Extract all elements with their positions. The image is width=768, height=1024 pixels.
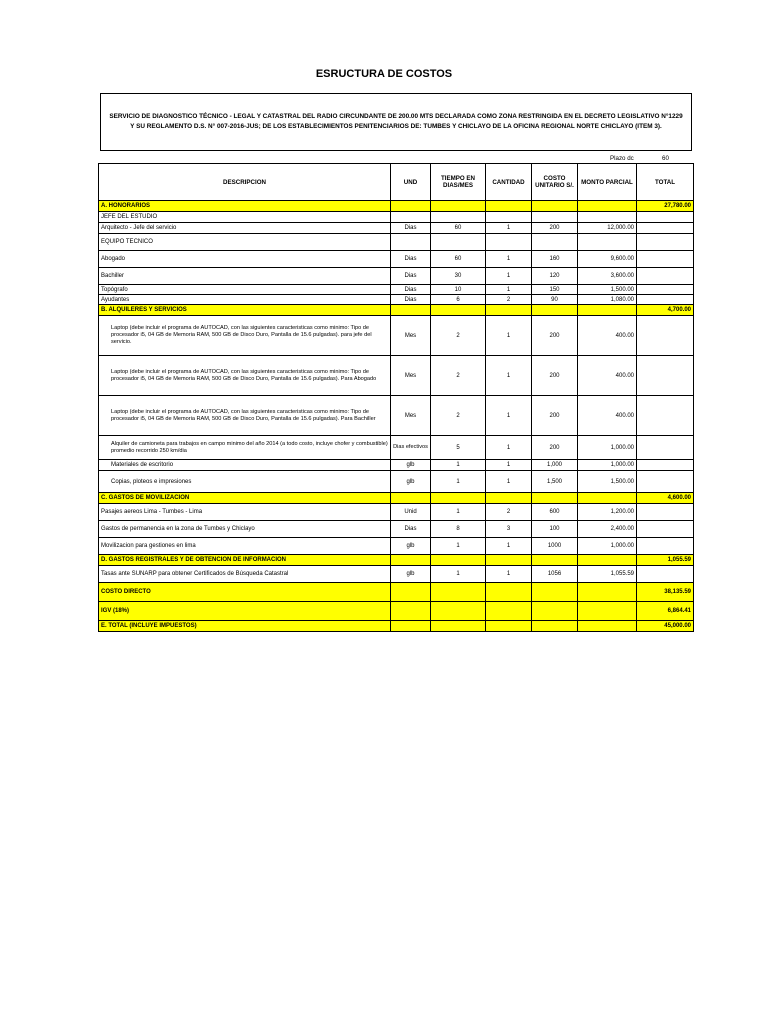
row-und: Dias xyxy=(391,521,431,538)
row-cantidad: 1 xyxy=(486,356,532,396)
row-costo: 120 xyxy=(532,268,578,285)
row-und: Mes xyxy=(391,316,431,356)
row-cantidad: 1 xyxy=(486,223,532,234)
row-costo: 600 xyxy=(532,504,578,521)
row-tiempo: 1 xyxy=(431,460,486,471)
plazo-label: Plazo dc xyxy=(610,155,634,162)
row-parcial: 12,000.00 xyxy=(578,223,637,234)
table-row xyxy=(99,436,694,460)
row-costo: 160 xyxy=(532,251,578,268)
col-header-cantidad: CANTIDAD xyxy=(486,164,532,201)
subheader-row-jefe xyxy=(99,212,694,223)
table-row xyxy=(99,396,694,436)
row-costo: 200 xyxy=(532,316,578,356)
col-header-tiempo: TIEMPO EN DIAS/MES xyxy=(431,164,486,201)
table-row xyxy=(99,538,694,555)
col-header-descripcion: DESCRIPCION xyxy=(99,164,391,201)
section-total: 45,000.00 xyxy=(637,621,694,632)
row-cantidad: 2 xyxy=(486,504,532,521)
row-desc: Pasajes aereos Lima - Tumbes - Lima xyxy=(99,504,391,521)
table-row xyxy=(99,316,694,356)
row-parcial: 1,000.00 xyxy=(578,460,637,471)
section-row-registrales xyxy=(99,555,694,566)
section-total: 4,600.00 xyxy=(637,493,694,504)
table-row xyxy=(99,504,694,521)
row-desc: Topógrafo xyxy=(99,285,391,295)
subheader-label: JEFE DEL ESTUDIO xyxy=(99,212,391,223)
row-und: glb xyxy=(391,566,431,583)
service-description-box xyxy=(100,93,692,151)
row-parcial: 400.00 xyxy=(578,396,637,436)
row-parcial: 1,000.00 xyxy=(578,538,637,555)
row-tiempo: 2 xyxy=(431,356,486,396)
row-parcial: 1,055.59 xyxy=(578,566,637,583)
row-und: glb xyxy=(391,471,431,493)
row-desc: Abogado xyxy=(99,251,391,268)
section-label: IGV (18%) xyxy=(99,602,391,621)
row-und: Mes xyxy=(391,396,431,436)
row-tiempo: 60 xyxy=(431,251,486,268)
row-cantidad: 1 xyxy=(486,566,532,583)
row-parcial: 9,600.00 xyxy=(578,251,637,268)
header-row xyxy=(99,164,694,201)
row-parcial: 2,400.00 xyxy=(578,521,637,538)
section-label: E. TOTAL (INCLUYE IMPUESTOS) xyxy=(99,621,391,632)
col-header-monto-parcial: MONTO PARCIAL xyxy=(578,164,637,201)
row-und: Dias xyxy=(391,251,431,268)
section-total: 4,700.00 xyxy=(637,305,694,316)
row-tiempo: 10 xyxy=(431,285,486,295)
row-tiempo: 1 xyxy=(431,471,486,493)
col-header-und: UND xyxy=(391,164,431,201)
row-cantidad: 1 xyxy=(486,471,532,493)
row-costo: 200 xyxy=(532,223,578,234)
table-row xyxy=(99,460,694,471)
row-desc: Copias, ploteos e impresiones xyxy=(99,471,391,493)
row-desc: Materiales de escritorio xyxy=(99,460,391,471)
row-desc: Laptop (debe incluir el programa de AUTOCAD, con las siguientes caracteristicas como minimo: Tipo de procesador i5, 04 GB de Memoria RAM, 500 GB de Disco Duro, Pantalla de 15.6 pulgadas). Para Abogado xyxy=(99,356,391,396)
row-tiempo: 5 xyxy=(431,436,486,460)
row-costo: 1,000 xyxy=(532,460,578,471)
table-row xyxy=(99,223,694,234)
col-header-total: TOTAL xyxy=(637,164,694,201)
row-costo: 100 xyxy=(532,521,578,538)
section-label: A. HONORARIOS xyxy=(99,201,391,212)
row-und: glb xyxy=(391,538,431,555)
table-row xyxy=(99,471,694,493)
table-row xyxy=(99,356,694,396)
subheader-row-equipo xyxy=(99,234,694,251)
row-parcial: 400.00 xyxy=(578,356,637,396)
section-row-costo-directo xyxy=(99,583,694,602)
row-tiempo: 1 xyxy=(431,538,486,555)
section-label: D. GASTOS REGISTRALES Y DE OBTENCION DE INFORMACION xyxy=(99,555,391,566)
row-tiempo: 60 xyxy=(431,223,486,234)
subheader-label: EQUIPO TECNICO xyxy=(99,234,391,251)
row-costo: 200 xyxy=(532,356,578,396)
service-description: SERVICIO DE DIAGNOSTICO TÉCNICO - LEGAL Y CATASTRAL DEL RADIO CIRCUNDANTE DE 200.00 MTS DECLARADA COMO ZONA RESTRINGIDA EN EL DECRETO LEGISLATIVO N°1229 Y SU REGLAMENTO D.S. N° 007-2016-JUS; DE LOS ESTABLECIMIENTOS PENITENCIARIOS DE: TUMBES Y CHICLAYO DE LA OFICINA REGIONAL NORTE CHICLAYO (ITEM 3). xyxy=(109,113,683,130)
row-cantidad: 3 xyxy=(486,521,532,538)
row-tiempo: 2 xyxy=(431,316,486,356)
table-row xyxy=(99,251,694,268)
row-costo: 1056 xyxy=(532,566,578,583)
row-tiempo: 2 xyxy=(431,396,486,436)
table-row xyxy=(99,566,694,583)
row-parcial: 1,500.00 xyxy=(578,471,637,493)
section-row-total xyxy=(99,621,694,632)
table-row xyxy=(99,285,694,295)
row-und: Dias xyxy=(391,223,431,234)
row-und: glb xyxy=(391,460,431,471)
section-label: C. GASTOS DE MOVILIZACION xyxy=(99,493,391,504)
row-costo: 90 xyxy=(532,295,578,305)
row-parcial: 1,500.00 xyxy=(578,285,637,295)
row-cantidad: 1 xyxy=(486,460,532,471)
table-row xyxy=(99,268,694,285)
row-tiempo: 30 xyxy=(431,268,486,285)
row-und: Dias efectivos xyxy=(391,436,431,460)
row-parcial: 1,000.00 xyxy=(578,436,637,460)
section-total: 6,864.41 xyxy=(637,602,694,621)
section-total: 38,135.59 xyxy=(637,583,694,602)
row-desc: Tasas ante SUNARP para obtener Certificados de Búsqueda Catastral xyxy=(99,566,391,583)
section-row-igv xyxy=(99,602,694,621)
row-cantidad: 1 xyxy=(486,268,532,285)
row-tiempo: 1 xyxy=(431,504,486,521)
table-row xyxy=(99,295,694,305)
row-tiempo: 8 xyxy=(431,521,486,538)
row-und: Mes xyxy=(391,356,431,396)
row-desc: Arquitecto - Jefe del servicio xyxy=(99,223,391,234)
row-costo: 200 xyxy=(532,396,578,436)
row-costo: 1000 xyxy=(532,538,578,555)
row-cantidad: 1 xyxy=(486,436,532,460)
section-total: 27,780.00 xyxy=(637,201,694,212)
section-label: COSTO DIRECTO xyxy=(99,583,391,602)
row-cantidad: 1 xyxy=(486,396,532,436)
row-tiempo: 6 xyxy=(431,295,486,305)
section-total: 1,055.59 xyxy=(637,555,694,566)
row-und: Dias xyxy=(391,285,431,295)
row-und: Unid xyxy=(391,504,431,521)
row-cantidad: 1 xyxy=(486,316,532,356)
row-cantidad: 1 xyxy=(486,285,532,295)
cost-table xyxy=(98,163,694,632)
row-parcial: 1,200.00 xyxy=(578,504,637,521)
row-desc: Gastos de permanencia en la zona de Tumbes y Chiclayo xyxy=(99,521,391,538)
row-parcial: 400.00 xyxy=(578,316,637,356)
row-und: Dias xyxy=(391,295,431,305)
row-cantidad: 1 xyxy=(486,538,532,555)
row-costo: 200 xyxy=(532,436,578,460)
row-desc: Laptop (debe incluir el programa de AUTOCAD, con las siguientes caracteristicas como minimo: Tipo de procesador i5, 04 GB de Memoria RAM, 500 GB de Disco Duro, Pantalla de 15.6 pulgadas). Para Bachiller xyxy=(99,396,391,436)
row-cantidad: 1 xyxy=(486,251,532,268)
row-desc: Laptop (debe incluir el programa de AUTOCAD, con las siguientes caracteristicas como minimo: Tipo de procesador i5, 04 GB de Memoria RAM, 500 GB de Disco Duro, Pantalla de 15.6 pulgadas). para jefe del servicio. xyxy=(99,316,391,356)
row-parcial: 1,080.00 xyxy=(578,295,637,305)
row-desc: Bachiller xyxy=(99,268,391,285)
plazo-value: 60 xyxy=(662,155,669,162)
row-und: Dias xyxy=(391,268,431,285)
section-row-movilizacion xyxy=(99,493,694,504)
section-row-alquileres xyxy=(99,305,694,316)
row-parcial: 3,600.00 xyxy=(578,268,637,285)
row-desc: Ayudantes xyxy=(99,295,391,305)
document-title: ESRUCTURA DE COSTOS xyxy=(315,68,453,80)
col-header-costo-unitario: COSTO UNITARIO S/. xyxy=(532,164,578,201)
row-desc: Alquiler de camioneta para trabajos en campo minimo del año 2014 (a todo costo, incluye chofer y combustible) promedio recorrido 250 km/dia xyxy=(99,436,391,460)
row-costo: 150 xyxy=(532,285,578,295)
row-costo: 1,500 xyxy=(532,471,578,493)
section-row-honorarios xyxy=(99,201,694,212)
section-label: B. ALQUILERES Y SERVICIOS xyxy=(99,305,391,316)
row-desc: Movilizacion para gestiones en lima xyxy=(99,538,391,555)
row-cantidad: 2 xyxy=(486,295,532,305)
table-row xyxy=(99,521,694,538)
row-tiempo: 1 xyxy=(431,566,486,583)
